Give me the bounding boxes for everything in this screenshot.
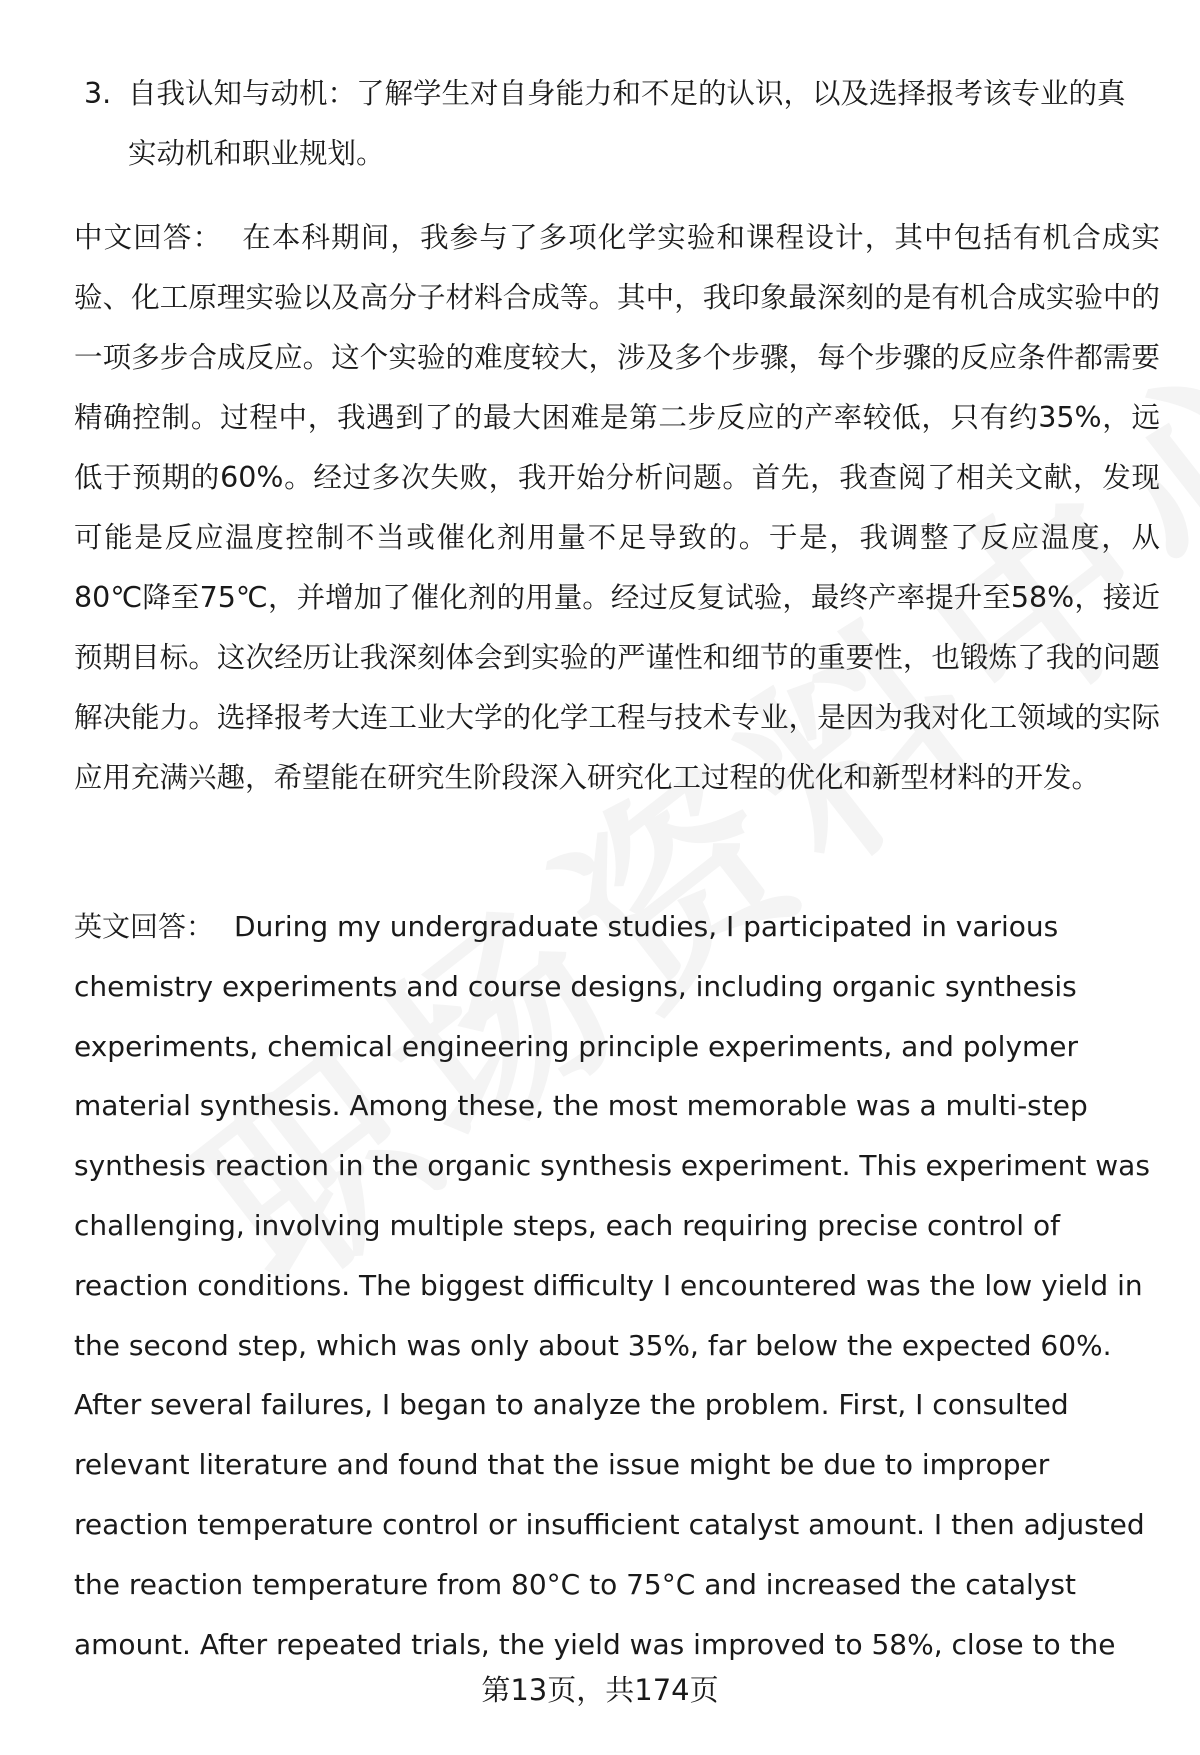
list-item-text: 自我认知与动机：了解学生对自身能力和不足的认识，以及选择报考该专业的真实动机和职业规划。 bbox=[128, 77, 1126, 170]
english-answer-text: During my undergraduate studies, I participated in various chemistry experiments and course designs, including organic synthesis experiments, chemical engineering principle experiments, and polymer material synthesis. Among these, the most memorable was a multi-step synthesis reaction in the organic synthesis experiment. This experiment was challenging, involving multiple steps, each requiring precise control of reaction conditions. The biggest difficulty I encountered was the low yield in the second step, which was only about 35%, far below the expected 60%. After several failures, I began to analyze the problem. First, I consulted relevant literature and found that the issue might be due to improper reaction temperature control or insufficient catalyst amount. I then adjusted the reaction temperature from 80°C to 75°C and increased the catalyst amount. After repeated trials, the yield was improved to 58%, close to the bbox=[74, 910, 1150, 1661]
list-item-3 bbox=[84, 64, 1144, 184]
chinese-answer-text: 在本科期间，我参与了多项化学实验和课程设计，其中包括有机合成实验、化工原理实验以及高分子材料合成等。其中，我印象最深刻的是有机合成实验中的一项多步合成反应。这个实验的难度较大，涉及多个步骤，每个步骤的反应条件都需要精确控制。过程中，我遇到了的最大困难是第二步反应的产率较低，只有约35%，远低于预期的60%。经过多次失败，我开始分析问题。首先，我查阅了相关文献，发现可能是反应温度控制不当或催化剂用量不足导致的。于是，我调整了反应温度，从80℃降至75℃，并增加了催化剂的用量。经过反复试验，最终产率提升至58%，接近预期目标。这次经历让我深刻体会到实验的严谨性和细节的重要性，也锻炼了我的问题解决能力。选择报考大连工业大学的化学工程与技术专业，是因为我对化工领域的实际应用充满兴趣，希望能在研究生阶段深入研究化工过程的优化和新型材料的开发。 bbox=[74, 221, 1160, 794]
english-answer-paragraph bbox=[74, 897, 1160, 1674]
chinese-answer-label: 中文回答： bbox=[74, 221, 223, 254]
list-item-number: 3. bbox=[84, 77, 112, 110]
page-footer: 第13页，共174页 bbox=[481, 1673, 719, 1707]
chinese-answer-paragraph bbox=[74, 208, 1160, 808]
english-answer-label: 英文回答： bbox=[74, 910, 215, 943]
